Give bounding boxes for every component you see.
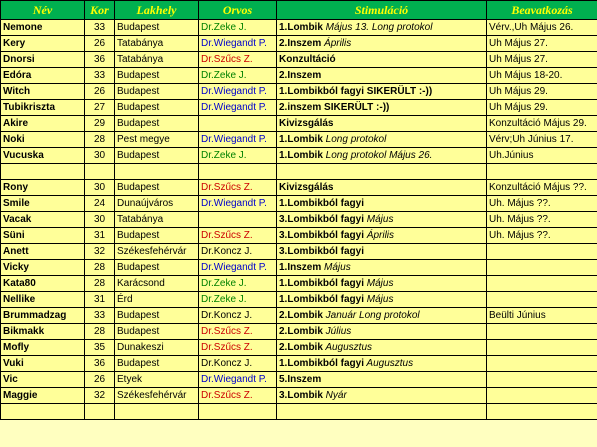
cell-orvos: Dr.Szűcs Z. (199, 52, 277, 68)
cell-orvos: Dr.Wiegandt P. (199, 36, 277, 52)
table-row (1, 100, 597, 116)
cell-stimulacio (277, 324, 487, 340)
cell-orvos: Dr.Zeke J. (199, 68, 277, 84)
cell-kor: 27 (85, 100, 115, 116)
cell-kor: 33 (85, 68, 115, 84)
cell-beavatkozas: Konzultáció Május ??. (487, 180, 597, 196)
table-row (1, 164, 597, 180)
stim-detail: Május (364, 213, 394, 225)
cell-lakhely: Tatabánya (115, 52, 199, 68)
cell-beavatkozas: Uh.Június (487, 148, 597, 164)
cell-stimulacio (277, 212, 487, 228)
cell-lakhely: Budapest (115, 356, 199, 372)
cell-kor: 33 (85, 308, 115, 324)
cell-nev: Rony (1, 180, 85, 196)
cell-stimulacio (277, 340, 487, 356)
cell-orvos: Dr.Wiegandt P. (199, 84, 277, 100)
cell-stimulacio (277, 84, 487, 100)
cell-lakhely: Dunakeszi (115, 340, 199, 356)
cell-beavatkozas: Uh Május 29. (487, 84, 597, 100)
cell-beavatkozas (487, 164, 597, 180)
cell-lakhely: Budapest (115, 100, 199, 116)
table-row (1, 276, 597, 292)
cell-stimulacio (277, 196, 487, 212)
stim-detail: Nyár (322, 389, 347, 401)
cell-stimulacio (277, 164, 487, 180)
stim-main: Konzultáció (279, 53, 336, 65)
stim-main: 3.Lombikból fagyi (279, 245, 365, 257)
cell-kor: 30 (85, 212, 115, 228)
cell-beavatkozas: Vérv.,Uh Május 26. (487, 20, 597, 36)
cell-kor: 28 (85, 276, 115, 292)
cell-orvos: Dr.Wiegandt P. (199, 196, 277, 212)
cell-beavatkozas: Beülti Június (487, 308, 597, 324)
cell-nev: Mofly (1, 340, 85, 356)
cell-kor (85, 404, 115, 420)
cell-nev: Kery (1, 36, 85, 52)
stim-detail: Május 13. Long protokol (322, 21, 433, 33)
stim-main: 1.Lombikból fagyi (279, 293, 365, 305)
stim-main: 3.Lombik (279, 389, 323, 401)
cell-orvos: Dr.Koncz J. (199, 356, 277, 372)
cell-orvos: Dr.Koncz J. (199, 308, 277, 324)
cell-nev: Vicky (1, 260, 85, 276)
cell-lakhely: Székesfehérvár (115, 244, 199, 260)
cell-nev: Vic (1, 372, 85, 388)
cell-lakhely: Karácsond (115, 276, 199, 292)
table-row (1, 84, 597, 100)
cell-kor: 26 (85, 84, 115, 100)
stim-main: 1.Lombik (279, 21, 323, 33)
cell-kor: 31 (85, 292, 115, 308)
cell-nev: Kata80 (1, 276, 85, 292)
cell-orvos (199, 212, 277, 228)
stim-main: Kivizsgálás (279, 117, 334, 129)
stim-main: Kivizsgálás (279, 181, 334, 193)
cell-kor: 28 (85, 132, 115, 148)
cell-nev: Akire (1, 116, 85, 132)
cell-kor: 36 (85, 52, 115, 68)
table-row (1, 340, 597, 356)
cell-lakhely: Budapest (115, 84, 199, 100)
cell-nev: Noki (1, 132, 85, 148)
cell-orvos: Dr.Zeke J. (199, 276, 277, 292)
cell-kor: 26 (85, 36, 115, 52)
cell-beavatkozas: Uh. Május ??. (487, 196, 597, 212)
stim-detail: Augusztus (364, 357, 414, 369)
cell-beavatkozas (487, 260, 597, 276)
cell-kor: 29 (85, 116, 115, 132)
cell-nev: Vucuska (1, 148, 85, 164)
cell-beavatkozas: Uh. Május ??. (487, 212, 597, 228)
cell-lakhely: Budapest (115, 148, 199, 164)
table-row (1, 148, 597, 164)
cell-beavatkozas: Vérv;Uh Június 17. (487, 132, 597, 148)
cell-orvos: Dr.Zeke J. (199, 292, 277, 308)
stim-main: 2.inszem SIKERÜLT :-)) (279, 101, 390, 113)
stim-main: 2.Lombik (279, 325, 323, 337)
cell-beavatkozas (487, 324, 597, 340)
cell-lakhely: Pest megye (115, 132, 199, 148)
cell-stimulacio (277, 292, 487, 308)
cell-kor: 35 (85, 340, 115, 356)
cell-beavatkozas: Uh Május 29. (487, 100, 597, 116)
cell-orvos: Dr.Szűcs Z. (199, 340, 277, 356)
stim-main: 1.Lombikból fagyi (279, 357, 365, 369)
table-row (1, 180, 597, 196)
table-row (1, 372, 597, 388)
cell-stimulacio (277, 388, 487, 404)
cell-orvos (199, 116, 277, 132)
cell-stimulacio (277, 116, 487, 132)
cell-stimulacio (277, 148, 487, 164)
header-orvos: Orvos (199, 1, 277, 20)
table-row (1, 388, 597, 404)
cell-stimulacio (277, 276, 487, 292)
stim-main: 2.Inszem (279, 37, 322, 49)
stim-main: 1.Lombikból fagyi (279, 277, 365, 289)
cell-stimulacio (277, 308, 487, 324)
stim-detail: Május (321, 261, 351, 273)
table-row (1, 196, 597, 212)
header-stimulacio: Stimuláció (277, 1, 487, 20)
cell-stimulacio (277, 404, 487, 420)
stim-detail: Május (364, 277, 394, 289)
cell-kor: 24 (85, 196, 115, 212)
cell-stimulacio (277, 372, 487, 388)
cell-orvos: Dr.Wiegandt P. (199, 100, 277, 116)
stim-main: 3.Lombikból fagyi (279, 213, 365, 225)
cell-nev: Bikmakk (1, 324, 85, 340)
cell-stimulacio (277, 260, 487, 276)
table-row (1, 324, 597, 340)
cell-beavatkozas: Uh Május 27. (487, 36, 597, 52)
table-row (1, 404, 597, 420)
cell-lakhely: Székesfehérvár (115, 388, 199, 404)
table-row (1, 308, 597, 324)
stim-main: 1.Lombik (279, 133, 323, 145)
cell-orvos: Dr.Zeke J. (199, 148, 277, 164)
cell-kor: 28 (85, 260, 115, 276)
stim-main: 3.Lombikból fagyi (279, 229, 365, 241)
cell-kor: 26 (85, 372, 115, 388)
cell-nev: Dnorsi (1, 52, 85, 68)
cell-nev: Vacak (1, 212, 85, 228)
cell-stimulacio (277, 36, 487, 52)
table-row (1, 36, 597, 52)
table-row (1, 292, 597, 308)
table-row (1, 244, 597, 260)
cell-beavatkozas (487, 356, 597, 372)
table-row (1, 228, 597, 244)
cell-lakhely: Érd (115, 292, 199, 308)
cell-kor: 32 (85, 244, 115, 260)
cell-stimulacio (277, 132, 487, 148)
cell-lakhely (115, 164, 199, 180)
cell-beavatkozas (487, 244, 597, 260)
cell-nev: Vuki (1, 356, 85, 372)
cell-lakhely (115, 404, 199, 420)
cell-stimulacio (277, 100, 487, 116)
cell-beavatkozas (487, 292, 597, 308)
cell-beavatkozas (487, 372, 597, 388)
cell-beavatkozas: Uh. Május ??. (487, 228, 597, 244)
cell-orvos: Dr.Zeke J. (199, 20, 277, 36)
stim-main: 2.Lombik (279, 341, 323, 353)
cell-kor: 30 (85, 148, 115, 164)
cell-beavatkozas (487, 388, 597, 404)
cell-kor: 32 (85, 388, 115, 404)
cell-nev: Edóra (1, 68, 85, 84)
stim-main: 2.Inszem (279, 69, 322, 81)
cell-lakhely: Budapest (115, 260, 199, 276)
cell-orvos: Dr.Szűcs Z. (199, 388, 277, 404)
stim-main: 1.Lombik (279, 149, 323, 161)
cell-nev: Anett (1, 244, 85, 260)
cell-stimulacio (277, 180, 487, 196)
cell-nev: Tubikriszta (1, 100, 85, 116)
header-lakhely: Lakhely (115, 1, 199, 20)
cell-stimulacio (277, 52, 487, 68)
cell-beavatkozas (487, 340, 597, 356)
cell-lakhely: Etyek (115, 372, 199, 388)
cell-lakhely: Dunaújváros (115, 196, 199, 212)
cell-lakhely: Budapest (115, 324, 199, 340)
cell-orvos: Dr.Szűcs Z. (199, 324, 277, 340)
stim-detail: Augusztus (322, 341, 373, 353)
cell-nev: Nemone (1, 20, 85, 36)
header-row (1, 1, 597, 20)
cell-nev (1, 404, 85, 420)
table-row (1, 20, 597, 36)
cell-kor: 31 (85, 228, 115, 244)
cell-stimulacio (277, 20, 487, 36)
cell-orvos: Dr.Koncz J. (199, 244, 277, 260)
cell-nev: Süni (1, 228, 85, 244)
cell-nev: Maggie (1, 388, 85, 404)
cell-beavatkozas: Uh Május 18-20. (487, 68, 597, 84)
cell-kor: 33 (85, 20, 115, 36)
stim-detail: Long protokol Május 26. (322, 149, 433, 161)
cell-lakhely: Budapest (115, 228, 199, 244)
table-row (1, 52, 597, 68)
stim-detail: Long protokol (322, 133, 387, 145)
cell-nev: Smile (1, 196, 85, 212)
cell-kor: 36 (85, 356, 115, 372)
table-row (1, 68, 597, 84)
cell-beavatkozas (487, 276, 597, 292)
cell-stimulacio (277, 356, 487, 372)
cell-orvos: Dr.Wiegandt P. (199, 260, 277, 276)
stim-main: 1.Inszem (279, 261, 322, 273)
cell-orvos: Dr.Szűcs Z. (199, 180, 277, 196)
cell-lakhely: Budapest (115, 116, 199, 132)
table-row (1, 212, 597, 228)
cell-lakhely: Budapest (115, 20, 199, 36)
stim-main: 1.Lombikból fagyi (279, 197, 365, 209)
cell-lakhely: Budapest (115, 180, 199, 196)
cell-beavatkozas: Konzultáció Május 29. (487, 116, 597, 132)
cell-beavatkozas: Uh Május 27. (487, 52, 597, 68)
cell-lakhely: Tatabánya (115, 36, 199, 52)
table-row (1, 356, 597, 372)
stim-main: 2.Lombik (279, 309, 323, 321)
cell-nev: Nellike (1, 292, 85, 308)
stim-detail: Április (321, 37, 352, 49)
table-row (1, 132, 597, 148)
cell-orvos: Dr.Wiegandt P. (199, 372, 277, 388)
header-beavatkozas: Beavatkozás (487, 1, 597, 20)
cell-kor: 30 (85, 180, 115, 196)
cell-beavatkozas (487, 404, 597, 420)
cell-nev: Brummadzag (1, 308, 85, 324)
table-row (1, 260, 597, 276)
stim-detail: Április (364, 229, 395, 241)
cell-nev: Witch (1, 84, 85, 100)
stim-detail: Május (364, 293, 394, 305)
cell-lakhely: Budapest (115, 68, 199, 84)
cell-stimulacio (277, 68, 487, 84)
cell-orvos: Dr.Wiegandt P. (199, 132, 277, 148)
cell-kor: 28 (85, 324, 115, 340)
stim-main: 5.Inszem (279, 373, 322, 385)
stim-detail: Január Long protokol (322, 309, 420, 321)
cell-nev (1, 164, 85, 180)
cell-orvos: Dr.Szűcs Z. (199, 228, 277, 244)
cell-kor (85, 164, 115, 180)
cell-orvos (199, 404, 277, 420)
stim-detail: Július (322, 325, 352, 337)
stim-main: 1.Lombikból fagyi SIKERÜLT :-)) (279, 85, 433, 97)
table-row (1, 116, 597, 132)
cell-stimulacio (277, 228, 487, 244)
cell-lakhely: Tatabánya (115, 212, 199, 228)
cell-stimulacio (277, 244, 487, 260)
cell-orvos (199, 164, 277, 180)
cell-lakhely: Budapest (115, 308, 199, 324)
header-nev: Név (1, 1, 85, 20)
header-kor: Kor (85, 1, 115, 20)
